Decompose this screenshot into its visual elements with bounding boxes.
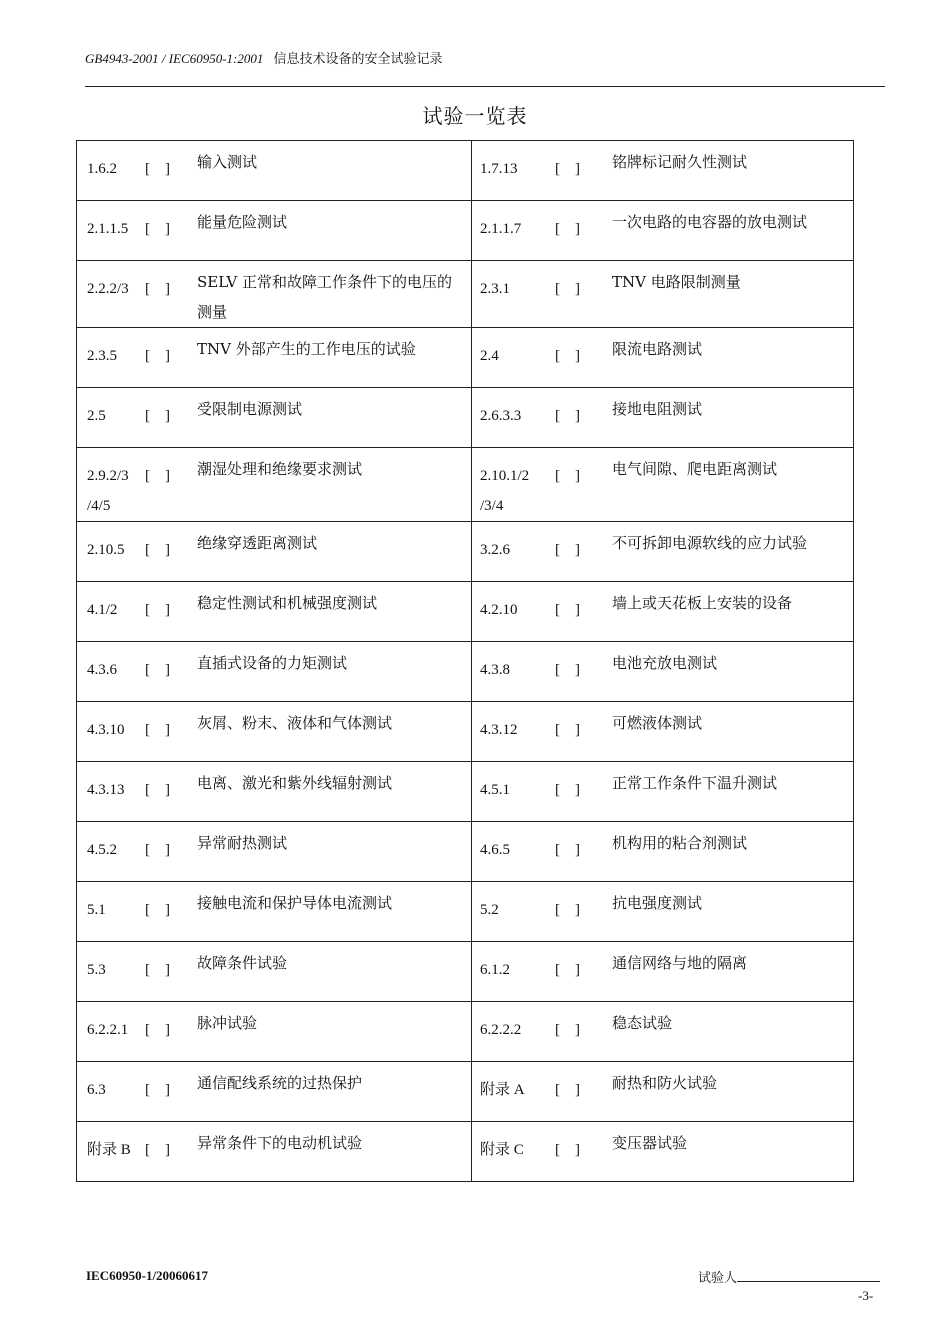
- clause-number: 1.6.2: [87, 161, 117, 177]
- clause-number: 4.6.5: [480, 842, 510, 858]
- test-name: 异常条件下的电动机试验: [197, 1134, 363, 1152]
- table-row: [77, 1002, 854, 1062]
- table-row: [77, 642, 854, 702]
- clause-number: 1.7.13: [480, 161, 518, 177]
- checkbox-brackets[interactable]: [ ]: [555, 962, 580, 978]
- table-row: [77, 762, 854, 822]
- test-cell: [472, 328, 854, 388]
- checkbox-brackets[interactable]: [ ]: [145, 782, 170, 798]
- checkbox-brackets[interactable]: [ ]: [555, 1142, 580, 1158]
- test-cell: [472, 1002, 854, 1062]
- table-row: [77, 942, 854, 1002]
- checkbox-brackets[interactable]: [ ]: [555, 842, 580, 858]
- document-code: IEC60950-1/20060617: [86, 1268, 209, 1283]
- table-row: [77, 582, 854, 642]
- test-cell: [77, 822, 472, 882]
- test-cell: [77, 762, 472, 822]
- clause-number: 4.3.12: [480, 722, 518, 738]
- table-row: [77, 1122, 854, 1182]
- test-cell: [77, 1002, 472, 1062]
- checkbox-brackets[interactable]: [ ]: [145, 348, 170, 364]
- table-row: [77, 328, 854, 388]
- signature-line[interactable]: [737, 1269, 880, 1282]
- test-cell: [472, 822, 854, 882]
- clause-number: 4.5.2: [87, 842, 117, 858]
- test-name: TNV 外部产生的工作电压的试验: [197, 340, 416, 358]
- checkbox-brackets[interactable]: [ ]: [145, 408, 170, 424]
- test-name: 电气间隙、爬电距离测试: [612, 460, 778, 478]
- test-cell: [77, 448, 472, 522]
- test-name: 通信网络与地的隔离: [612, 954, 748, 972]
- checkbox-brackets[interactable]: [ ]: [555, 602, 580, 618]
- checkbox-brackets[interactable]: [ ]: [145, 902, 170, 918]
- clause-number: 4.3.10: [87, 722, 125, 738]
- checkbox-brackets[interactable]: [ ]: [145, 962, 170, 978]
- test-cell: [472, 522, 854, 582]
- checkbox-brackets[interactable]: [ ]: [145, 468, 170, 484]
- clause-number: 6.2.2.2: [480, 1022, 522, 1038]
- checkbox-brackets[interactable]: [ ]: [145, 722, 170, 738]
- test-name: 可燃液体测试: [612, 714, 703, 732]
- checkbox-brackets[interactable]: [ ]: [555, 408, 580, 424]
- checkbox-brackets[interactable]: [ ]: [555, 348, 580, 364]
- test-name: 接触电流和保护导体电流测试: [197, 894, 393, 912]
- test-cell: [77, 942, 472, 1002]
- table-row: [77, 882, 854, 942]
- test-cell: [472, 141, 854, 201]
- page-number: -3-: [858, 1288, 874, 1303]
- test-name: 故障条件试验: [197, 954, 288, 972]
- test-name: 稳态试验: [612, 1014, 673, 1032]
- clause-number: 4.5.1: [480, 782, 510, 798]
- checkbox-brackets[interactable]: [ ]: [145, 542, 170, 558]
- test-cell: [472, 882, 854, 942]
- test-name: 通信配线系统的过热保护: [197, 1074, 363, 1092]
- checkbox-brackets[interactable]: [ ]: [145, 1082, 170, 1098]
- test-cell: [472, 201, 854, 261]
- checkbox-brackets[interactable]: [ ]: [555, 281, 580, 297]
- test-name: 脉冲试验: [197, 1014, 258, 1032]
- checkbox-brackets[interactable]: [ ]: [555, 161, 580, 177]
- test-name: 机构用的粘合剂测试: [612, 834, 748, 852]
- checkbox-brackets[interactable]: [ ]: [555, 1082, 580, 1098]
- checkbox-brackets[interactable]: [ ]: [555, 542, 580, 558]
- checkbox-brackets[interactable]: [ ]: [555, 1022, 580, 1038]
- test-name: 直插式设备的力矩测试: [197, 654, 348, 672]
- test-cell: [472, 388, 854, 448]
- test-cell: [472, 582, 854, 642]
- checkbox-brackets[interactable]: [ ]: [145, 602, 170, 618]
- test-cell: [472, 642, 854, 702]
- test-cell: [77, 141, 472, 201]
- table-row: [77, 261, 854, 328]
- table-row: [77, 388, 854, 448]
- test-name: TNV 电路限制测量: [612, 273, 741, 291]
- checkbox-brackets[interactable]: [ ]: [555, 722, 580, 738]
- test-name: 稳定性测试和机械强度测试: [197, 594, 378, 612]
- clause-number: 6.2.2.1: [87, 1022, 129, 1038]
- checkbox-brackets[interactable]: [ ]: [145, 1142, 170, 1158]
- clause-number: 5.3: [87, 962, 106, 978]
- clause-number: 5.2: [480, 902, 499, 918]
- checkbox-brackets[interactable]: [ ]: [555, 782, 580, 798]
- test-cell: [77, 388, 472, 448]
- clause-number: 2.10.5: [87, 542, 125, 558]
- clause-number: 2.5: [87, 408, 106, 424]
- page-header: [85, 50, 885, 87]
- clause-number: 4.1/2: [87, 602, 118, 618]
- test-name: 耐热和防火试验: [612, 1074, 718, 1092]
- clause-number: 3.2.6: [480, 542, 510, 558]
- test-name: 变压器试验: [612, 1134, 688, 1152]
- test-cell: [77, 328, 472, 388]
- test-name: 墙上或天花板上安装的设备: [612, 594, 793, 612]
- checkbox-brackets[interactable]: [ ]: [145, 221, 170, 237]
- test-name: 正常工作条件下温升测试: [612, 774, 778, 792]
- clause-number: 2.1.1.5: [87, 221, 129, 237]
- clause-number: 4.3.6: [87, 662, 117, 678]
- checkbox-brackets[interactable]: [ ]: [145, 161, 170, 177]
- clause-number: 2.6.3.3: [480, 408, 522, 424]
- test-cell: [472, 1062, 854, 1122]
- test-cell: [472, 1122, 854, 1182]
- test-name: 接地电阻测试: [612, 400, 703, 418]
- clause-number: 附录 A: [480, 1082, 525, 1098]
- test-name: 一次电路的电容器的放电测试: [612, 213, 808, 231]
- table-row: [77, 448, 854, 522]
- standard-code: GB4943-2001 / IEC60950-1:2001: [85, 51, 264, 66]
- clause-number: 2.4: [480, 348, 499, 364]
- page-title: 试验一览表: [422, 104, 528, 128]
- test-name: 输入测试: [197, 153, 258, 171]
- clause-number: 2.1.1.7: [480, 221, 522, 237]
- clause-number: 4.3.8: [480, 662, 510, 678]
- clause-number: 5.1: [87, 902, 106, 918]
- clause-number: 2.9.2/3 /4/5: [87, 468, 129, 514]
- checkbox-brackets[interactable]: [ ]: [145, 842, 170, 858]
- test-name: 铭牌标记耐久性测试: [612, 153, 748, 171]
- checkbox-brackets[interactable]: [ ]: [555, 221, 580, 237]
- clause-number: 6.1.2: [480, 962, 510, 978]
- test-name: SELV 正常和故障工作条件下的电压的测量: [197, 273, 453, 321]
- test-name: 受限制电源测试: [197, 400, 303, 418]
- test-cell: [77, 582, 472, 642]
- clause-number: 2.3.1: [480, 281, 510, 297]
- checkbox-brackets[interactable]: [ ]: [145, 1022, 170, 1038]
- test-cell: [77, 642, 472, 702]
- table-row: [77, 1062, 854, 1122]
- signer-label: 试验人: [698, 1271, 738, 1286]
- clause-number: 附录 B: [87, 1142, 131, 1158]
- test-cell: [472, 702, 854, 762]
- table-row: [77, 702, 854, 762]
- clause-number: 6.3: [87, 1082, 106, 1098]
- clause-number: 2.10.1/2 /3/4: [480, 468, 530, 514]
- test-cell: [77, 261, 472, 328]
- clause-number: 4.2.10: [480, 602, 518, 618]
- test-cell: [77, 1062, 472, 1122]
- test-name: 电离、激光和紫外线辐射测试: [197, 774, 393, 792]
- checkbox-brackets[interactable]: [ ]: [555, 468, 580, 484]
- table-row: [77, 141, 854, 201]
- test-name: 绝缘穿透距离测试: [197, 534, 318, 552]
- test-list-table: [76, 140, 854, 1182]
- test-cell: [472, 261, 854, 328]
- table-row: [77, 522, 854, 582]
- clause-number: 2.2.2/3: [87, 281, 129, 297]
- table-row: [77, 822, 854, 882]
- test-name: 限流电路测试: [612, 340, 703, 358]
- test-cell: [77, 522, 472, 582]
- test-cell: [77, 1122, 472, 1182]
- test-cell: [472, 942, 854, 1002]
- test-name: 能量危险测试: [197, 213, 288, 231]
- test-cell: [77, 201, 472, 261]
- header-title: 信息技术设备的安全试验记录: [273, 52, 443, 67]
- checkbox-brackets[interactable]: [ ]: [145, 281, 170, 297]
- test-cell: [77, 882, 472, 942]
- test-name: 抗电强度测试: [612, 894, 703, 912]
- test-name: 不可拆卸电源软线的应力试验: [612, 534, 808, 552]
- table-row: [77, 201, 854, 261]
- clause-number: 4.3.13: [87, 782, 125, 798]
- test-name: 异常耐热测试: [197, 834, 288, 852]
- test-name: 电池充放电测试: [612, 654, 718, 672]
- test-name: 灰屑、粉末、液体和气体测试: [197, 714, 393, 732]
- checkbox-brackets[interactable]: [ ]: [555, 902, 580, 918]
- clause-number: 附录 C: [480, 1142, 524, 1158]
- test-cell: [472, 762, 854, 822]
- signer-field: [698, 1267, 880, 1286]
- checkbox-brackets[interactable]: [ ]: [145, 662, 170, 678]
- test-name: 潮湿处理和绝缘要求测试: [197, 460, 363, 478]
- test-cell: [77, 702, 472, 762]
- checkbox-brackets[interactable]: [ ]: [555, 662, 580, 678]
- clause-number: 2.3.5: [87, 348, 117, 364]
- test-cell: [472, 448, 854, 522]
